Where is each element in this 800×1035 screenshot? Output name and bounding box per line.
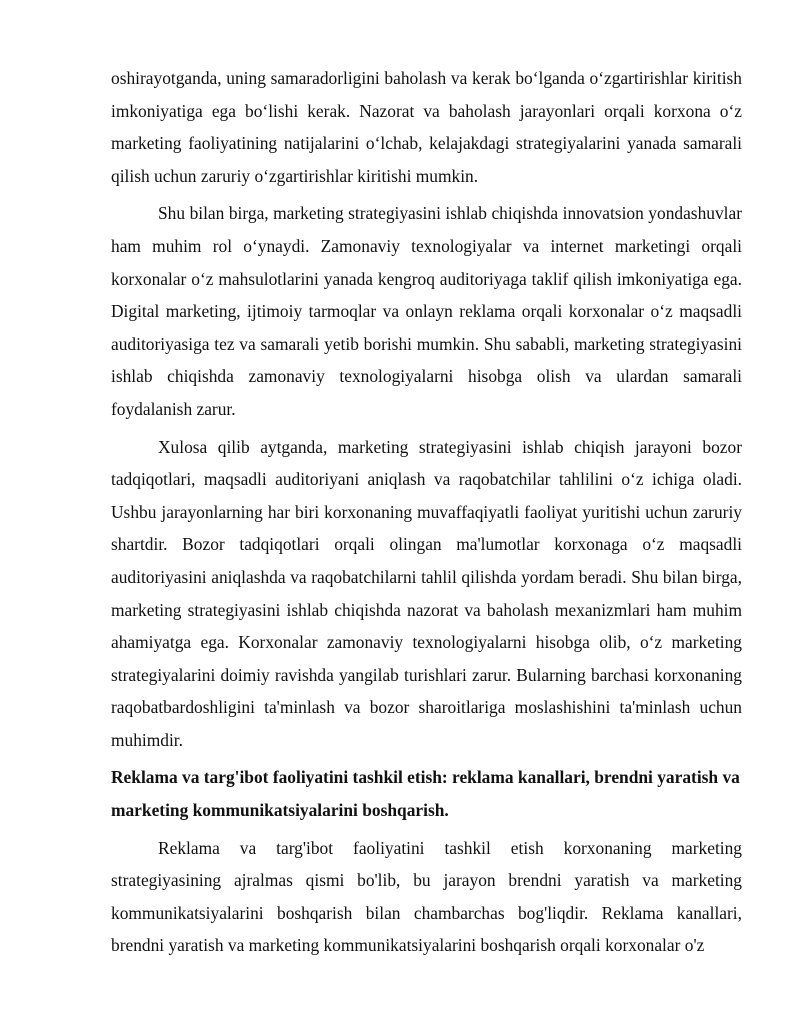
paragraph-conclusion: Xulosa qilib aytganda, marketing strategiyasini ishlab chiqish jarayoni bozor tadqiqotlari, maqsadli auditoriyani aniqlash va raqobatchilar tahlilini o‘z ichiga oladi. Ushbu jarayonlarning har biri korxonaning muvaffaqiyatli faoliyat yuritishi uchun zaruriy shartdir. Bozor tadqiqotlari orqali olingan ma'lumotlar korxonaga o‘z maqsadli auditoriyasini aniqlashda va raqobatchilarni tahlil qilishda yordam beradi. Shu bilan birga, marketing strategiyasini ishlab chiqishda nazorat va baholash mexanizmlari ham muhim ahamiyatga ega. Korxonalar zamonaviy texnologiyalarni hisobga olib, o‘z marketing strategiyalarini doimiy ravishda yangilab turishlari zarur. Bularning barchasi korxonaning raqobatbardoshligini ta'minlash va bozor sharoitlariga moslashishini ta'minlash uchun muhimdir. (111, 436, 742, 750)
paragraph-advertising: Reklama va targ'ibot faoliyatini tashkil etish korxonaning marketing strategiyasining ajralmas qismi bo'lib, bu jarayon brendni yaratish va marketing kommunikatsiyalarini boshqarish bilan chambarchas bog'liqdir. Reklama kanallari, brendni yaratish va marketing kommunikatsiyalarini boshqarish orqali korxonalar o'z (111, 837, 742, 956)
document-page (111, 62, 742, 962)
paragraph-continuation: oshirayotganda, uning samaradorligini baholash va kerak bo‘lganda o‘zgartirishlar kiritish imkoniyatiga ega bo‘lishi kerak. Nazorat va baholash jarayonlari orqali korxona o‘z marketing faoliyatining natijalarini o‘lchab, kelajakdagi strategiyalarini yanada samarali qilish uchun zaruriy o‘zgartirishlar kiritishi mumkin. (111, 68, 742, 186)
section-heading: Reklama va targ'ibot faoliyatini tashkil etish: reklama kanallari, brendni yaratish va marketing kommunikatsiyalarini boshqarish. (111, 767, 740, 821)
paragraph-innovation: Shu bilan birga, marketing strategiyasini ishlab chiqishda innovatsion yondashuvlar ham muhim rol o‘ynaydi. Zamonaviy texnologiyalar va internet marketingi orqali korxonalar o‘z mahsulotlarini yanada kengroq auditoriyaga taklif qilish imkoniyatiga ega. Digital marketing, ijtimoiy tarmoqlar va onlayn reklama orqali korxonalar o‘z maqsadli auditoriyasiga tez va samarali yetib borishi mumkin. Shu sababli, marketing strategiyasini ishlab chiqishda zamonaviy texnologiyalarni hisobga olish va ulardan samarali foydalanish zarur. (111, 203, 742, 419)
